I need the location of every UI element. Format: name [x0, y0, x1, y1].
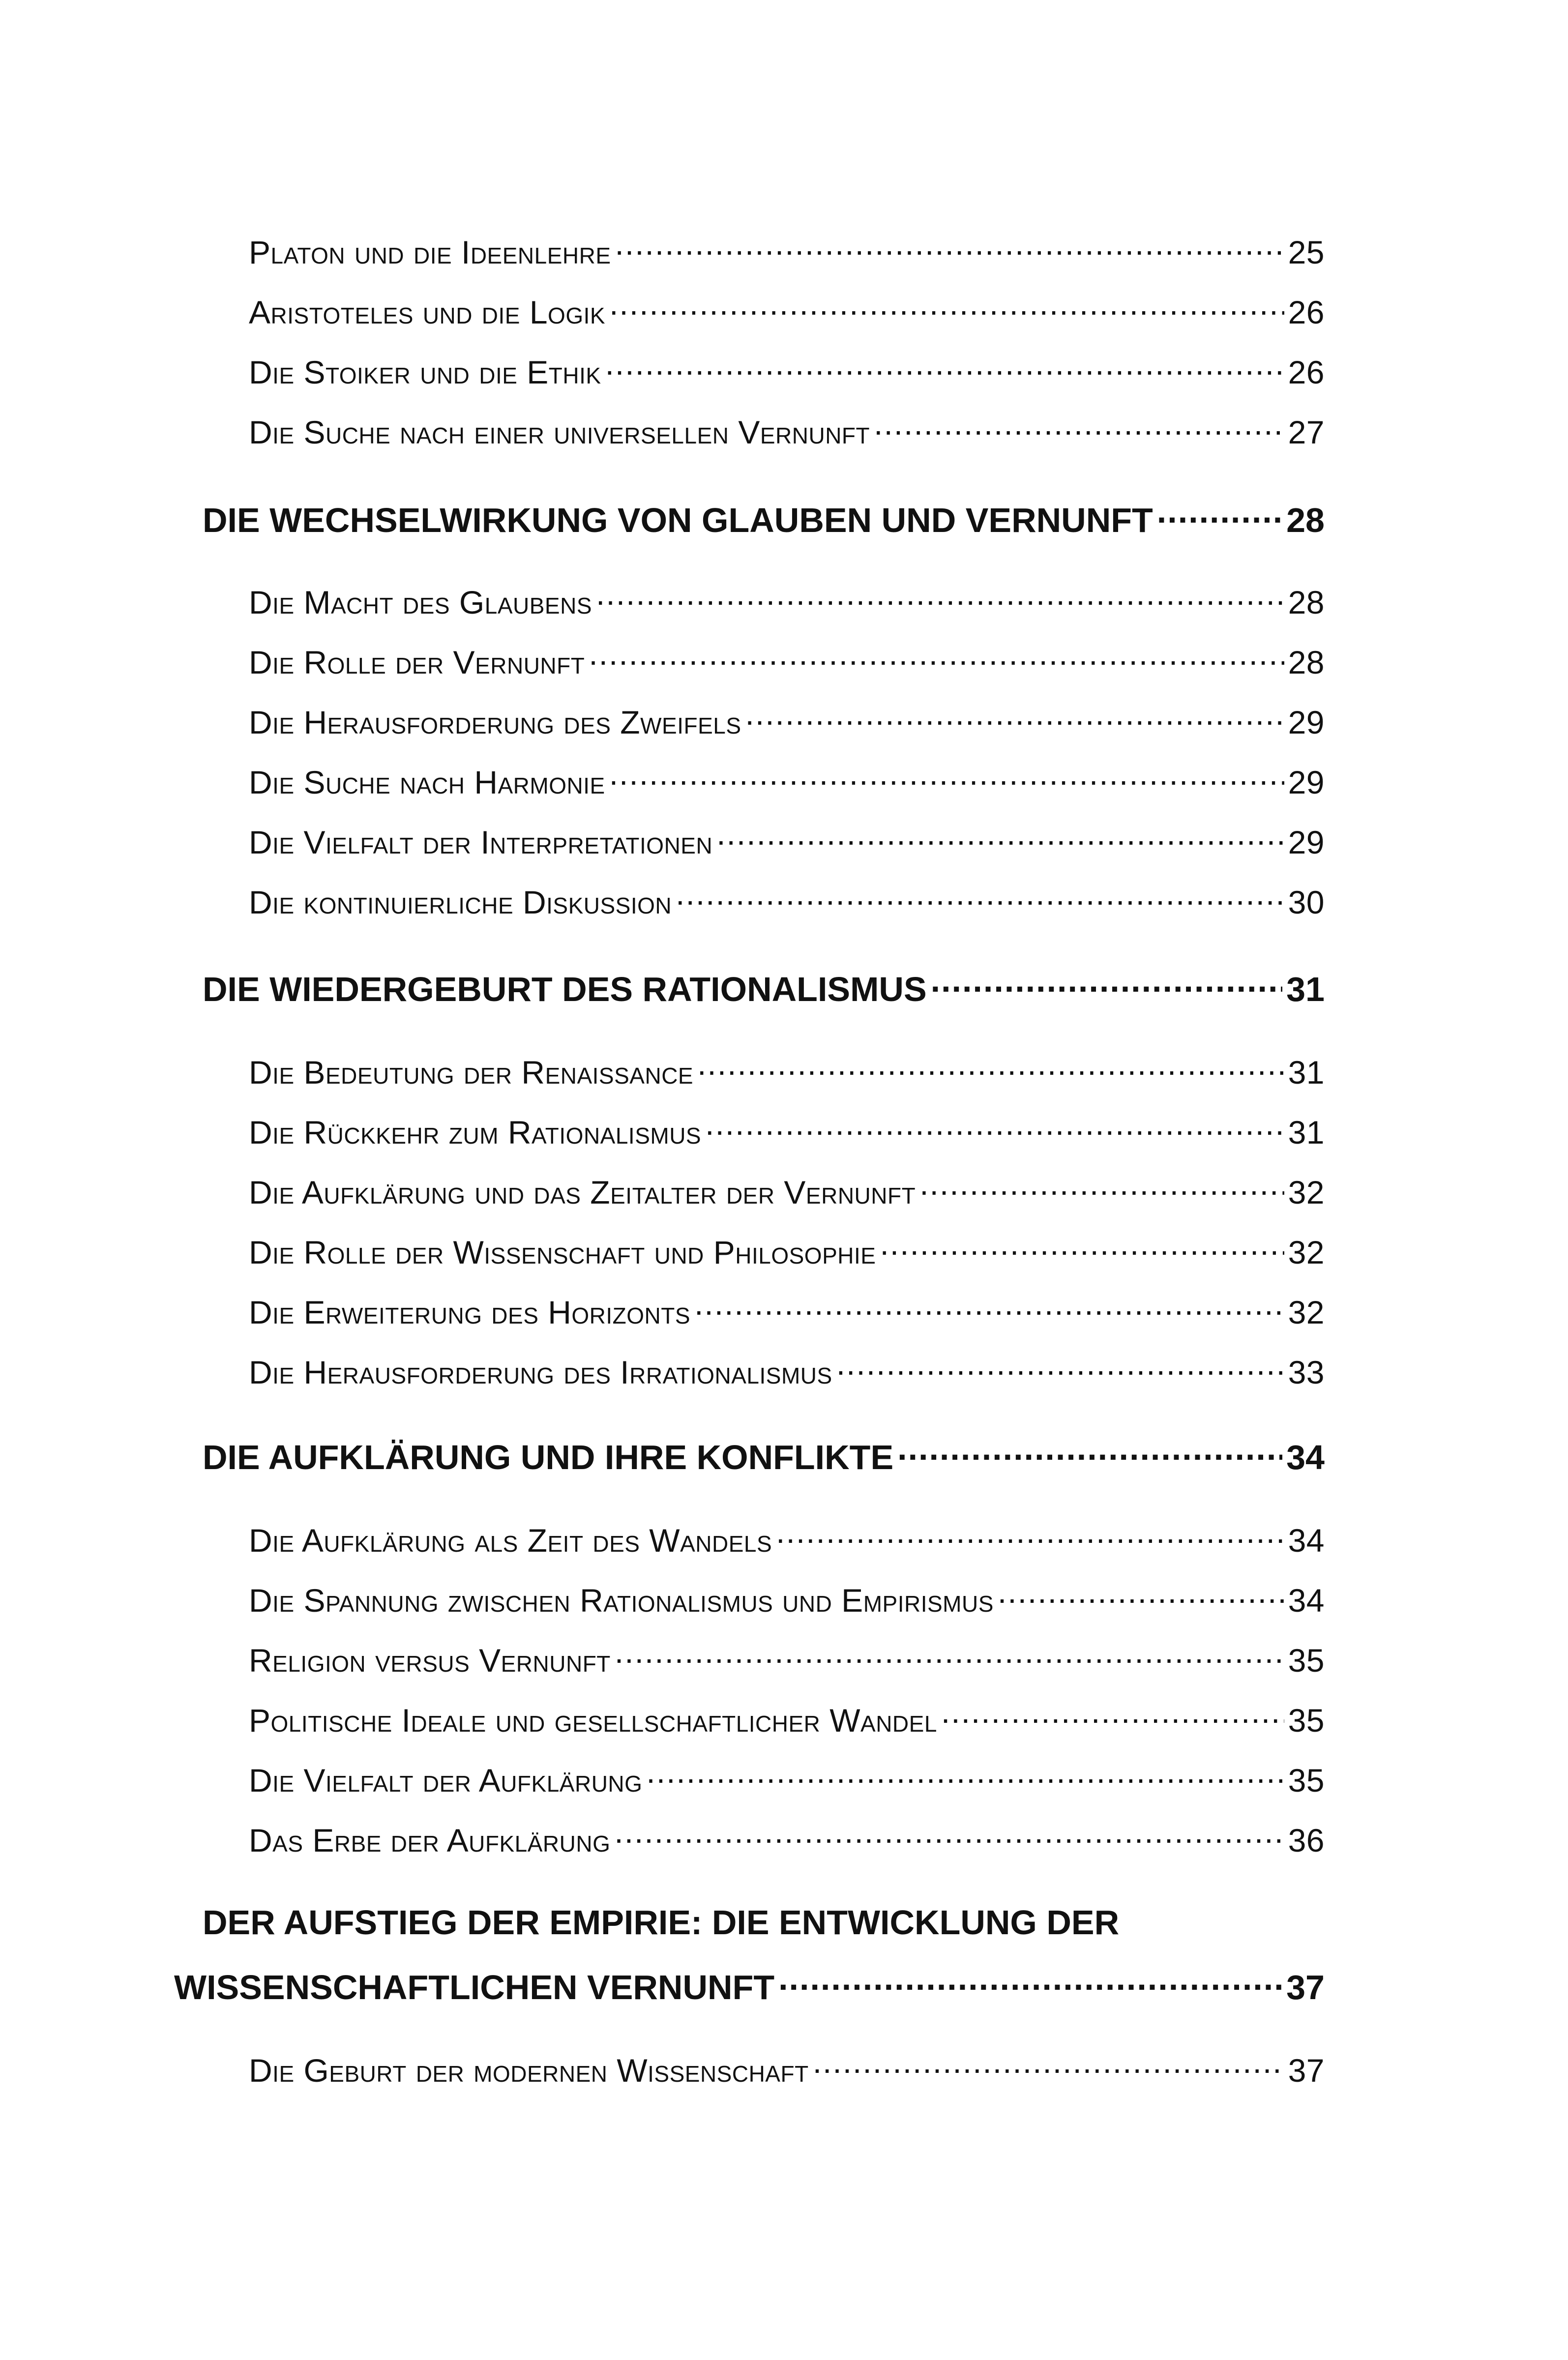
toc-entry[interactable]	[249, 1351, 1325, 1391]
toc-leader-dots	[880, 1231, 1284, 1264]
toc-entry-title: Die Stoiker und die Ethik	[249, 354, 601, 390]
toc-entry-title: Politische Ideale und gesellschaftlicher Wandel	[249, 1702, 937, 1739]
toc-entry-title: Die Suche nach einer universellen Vernunft	[249, 414, 870, 450]
toc-entry[interactable]	[249, 1759, 1325, 1799]
toc-page-number: 29	[1288, 824, 1325, 860]
toc-entry[interactable]	[249, 291, 1325, 331]
toc-entry-title: Die Vielfalt der Interpretationen	[249, 824, 713, 860]
toc-leader-dots	[697, 1051, 1284, 1084]
toc-chapter-title: DIE WECHSELWIRKUNG VON GLAUBEN UND VERNUNFT	[203, 501, 1153, 539]
toc-leader-dots	[614, 1819, 1284, 1852]
toc-chapter-title-line-2: WISSENSCHAFTLICHEN VERNUNFT	[174, 1968, 775, 2006]
toc-entry[interactable]	[249, 411, 1325, 451]
toc-entry[interactable]	[249, 1291, 1325, 1331]
toc-entry[interactable]	[249, 581, 1325, 621]
toc-entry-title: Religion versus Vernunft	[249, 1642, 611, 1679]
toc-entry-title: Die Macht des Glaubens	[249, 584, 592, 620]
toc-leader-dots	[874, 411, 1284, 443]
toc-entry-title: Die Aufklärung als Zeit des Wandels	[249, 1522, 772, 1559]
toc-leader-dots	[745, 701, 1284, 734]
toc-page-number: 33	[1288, 1354, 1325, 1390]
toc-page-number: 34	[1288, 1522, 1325, 1559]
toc-entry[interactable]	[249, 641, 1325, 681]
toc-entry-title: Die Spannung zwischen Rationalismus und Empirismus	[249, 1582, 994, 1619]
toc-entry-title: Die Suche nach Harmonie	[249, 764, 605, 800]
toc-leader-dots	[778, 1965, 1282, 1999]
toc-page-number: 37	[1286, 1968, 1325, 2006]
toc-page-number: 32	[1288, 1174, 1325, 1210]
toc-leader-dots	[694, 1291, 1284, 1324]
toc-page-number: 35	[1288, 1642, 1325, 1679]
toc-entry-title: Die Herausforderung des Irrationalismus	[249, 1354, 832, 1390]
toc-leader-dots	[813, 2049, 1284, 2082]
toc-leader-dots	[589, 641, 1284, 674]
toc-leader-dots	[705, 1111, 1284, 1144]
toc-chapter-title: DIE AUFKLÄRUNG UND IHRE KONFLIKTE	[203, 1438, 894, 1476]
toc-leader-dots	[716, 821, 1284, 854]
toc-page-number: 32	[1288, 1294, 1325, 1330]
toc-entry-title: Die kontinuierliche Diskussion	[249, 884, 672, 920]
toc-entry[interactable]	[249, 701, 1325, 741]
toc-page-number: 26	[1288, 294, 1325, 330]
toc-leader-dots	[897, 1435, 1282, 1469]
toc-page-number: 35	[1288, 1702, 1325, 1739]
toc-entry-title: Die Erweiterung des Horizonts	[249, 1294, 691, 1330]
toc-entry[interactable]	[249, 1519, 1325, 1559]
toc-entry[interactable]	[249, 231, 1325, 271]
toc-page-number: 27	[1288, 414, 1325, 450]
toc-page-number: 28	[1288, 584, 1325, 620]
toc-entry[interactable]	[249, 1699, 1325, 1739]
toc-page-number: 34	[1288, 1582, 1325, 1619]
toc-page-number: 31	[1286, 970, 1325, 1008]
toc-page-number: 31	[1288, 1114, 1325, 1150]
toc-page-number: 37	[1288, 2052, 1325, 2089]
toc-entry-title: Die Rückkehr zum Rationalismus	[249, 1114, 702, 1150]
toc-entry[interactable]	[249, 1231, 1325, 1271]
toc-page-number: 35	[1288, 1762, 1325, 1799]
toc-chapter-entry[interactable]	[203, 967, 1325, 1009]
toc-entry-title: Das Erbe der Aufklärung	[249, 1822, 611, 1858]
toc-page-number: 32	[1288, 1234, 1325, 1270]
toc-entry-title: Die Herausforderung des Zweifels	[249, 704, 741, 740]
toc-entry[interactable]	[249, 821, 1325, 861]
toc-chapter-title: DIE WIEDERGEBURT DES RATIONALISMUS	[203, 970, 927, 1008]
toc-page-number: 28	[1286, 501, 1325, 539]
toc-entry[interactable]	[249, 1819, 1325, 1859]
toc-leader-dots	[776, 1519, 1284, 1552]
toc-chapter-entry[interactable]	[203, 1435, 1325, 1477]
toc-entry[interactable]	[249, 1051, 1325, 1091]
toc-chapter-entry[interactable]	[203, 498, 1325, 540]
toc-page-number: 31	[1288, 1054, 1325, 1091]
toc-entry[interactable]	[249, 881, 1325, 921]
toc-leader-dots	[596, 581, 1284, 614]
toc-leader-dots	[676, 881, 1284, 914]
toc-entry-title: Aristoteles und die Logik	[249, 294, 606, 330]
toc-entry-title: Platon und die Ideenlehre	[249, 234, 611, 270]
toc-leader-dots	[615, 231, 1284, 264]
toc-leader-dots	[1157, 498, 1282, 532]
toc-leader-dots	[998, 1579, 1284, 1612]
toc-leader-dots	[605, 351, 1284, 384]
toc-entry[interactable]	[249, 351, 1325, 391]
toc-entry[interactable]	[249, 1579, 1325, 1619]
toc-page-number: 30	[1288, 884, 1325, 920]
toc-entry-title: Die Vielfalt der Aufklärung	[249, 1762, 643, 1799]
toc-leader-dots	[609, 761, 1284, 794]
toc-entry-title: Die Bedeutung der Renaissance	[249, 1054, 694, 1091]
toc-entry-title: Die Rolle der Vernunft	[249, 644, 585, 680]
toc-leader-dots	[941, 1699, 1284, 1732]
toc-leader-dots	[646, 1759, 1284, 1792]
toc-page-number: 25	[1288, 234, 1325, 270]
toc-chapter-title-line-1[interactable]: DER AUFSTIEG DER EMPIRIE: DIE ENTWICKLUNG DER	[203, 1903, 1120, 1942]
toc-page-number: 28	[1288, 644, 1325, 680]
toc-entry[interactable]	[249, 2049, 1325, 2089]
toc-page-number: 26	[1288, 354, 1325, 390]
toc-leader-dots	[836, 1351, 1284, 1384]
toc-entry-title: Die Rolle der Wissenschaft und Philosophie	[249, 1234, 876, 1270]
toc-leader-dots	[919, 1171, 1284, 1204]
toc-leader-dots	[609, 291, 1284, 324]
toc-entry-title: Die Aufklärung und das Zeitalter der Vernunft	[249, 1174, 916, 1210]
toc-leader-dots	[931, 967, 1282, 1001]
toc-entry[interactable]	[249, 1111, 1325, 1151]
toc-chapter-entry[interactable]	[174, 1965, 1325, 2007]
toc-entry-title: Die Geburt der modernen Wissenschaft	[249, 2052, 809, 2089]
toc-page-number: 29	[1288, 704, 1325, 740]
toc-page-number: 34	[1286, 1438, 1325, 1476]
toc-leader-dots	[615, 1639, 1284, 1672]
toc-entry[interactable]	[249, 761, 1325, 801]
toc-entry[interactable]	[249, 1171, 1325, 1211]
toc-entry[interactable]	[249, 1639, 1325, 1679]
toc-page-number: 29	[1288, 764, 1325, 800]
toc-page-number: 36	[1288, 1822, 1325, 1858]
